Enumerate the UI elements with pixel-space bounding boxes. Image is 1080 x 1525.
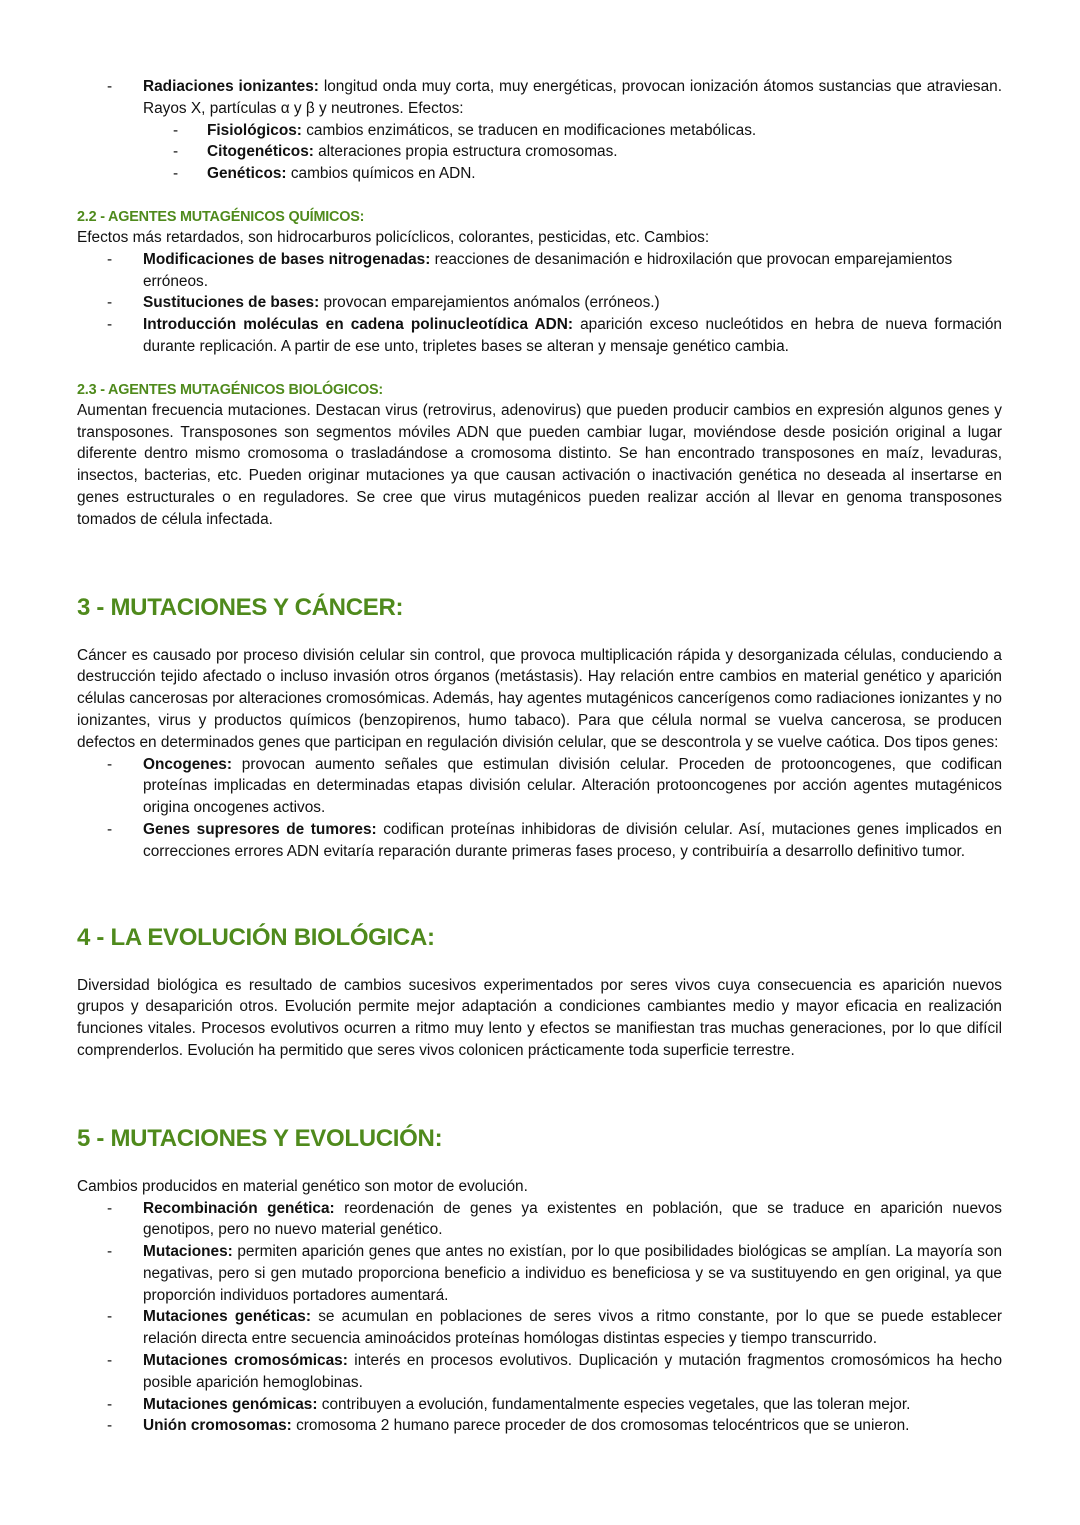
item-text: reordenación de genes ya existentes en población, que se traduce en aparición nuevos genotipos, pero no nuevo material genético. — [143, 1199, 1002, 1239]
section-intro: Cambios producidos en material genético son motor de evolución. — [77, 1177, 528, 1195]
item-text: reacciones de desanimación e hidroxilación que provocan emparejamientos erróneos. — [143, 250, 953, 290]
radiation-list — [107, 76, 1002, 185]
term: Unión cromosomas: — [143, 1417, 292, 1435]
list-dash: - — [107, 250, 113, 268]
list-item — [107, 292, 1002, 314]
list-dash: - — [173, 165, 179, 183]
cancer-gene-list — [107, 754, 1002, 863]
document-page — [77, 76, 1002, 1437]
list-dash: - — [107, 1243, 113, 1261]
list-item — [173, 163, 1002, 185]
list-item — [173, 120, 1002, 142]
list-dash: - — [107, 1395, 113, 1413]
section-body: Aumentan frecuencia mutaciones. Destacan virus (retrovirus, adenovirus) que pueden producir cambios en expresión algunos genes y transposones. Transposones son segmentos móviles ADN que pueden cambiar lugar, moviéndose desde posición original a lugar diferente dentro mismo cromosoma o trasladándose a cromosoma distinto. Se han encontrado transposones en maíz, levaduras, insectos, bacterias, etc. Pueden originar mutaciones ya que causan activación o inactivación genética no deseada al insertarse en genes estructurales o en reguladores. Se cree que virus mutagénicos pueden realizar acción al llevar en genoma transposones tomados de célula infectada. — [77, 401, 1002, 528]
item-text: alteraciones propia estructura cromosomas. — [313, 143, 618, 161]
item-text: cromosoma 2 humano parece proceder de dos cromosomas telocéntricos que se unieron. — [291, 1417, 910, 1435]
term: Fisiológicos: — [207, 121, 302, 139]
item-text: provocan aumento señales que estimulan división celular. Proceden de protooncogenes, que codifican proteínas implicadas en determinadas etapas división celular. Alteración protooncogenes por acción agentes mutagénicos origina oncogenes activos. — [143, 755, 1002, 817]
list-dash: - — [107, 755, 113, 773]
list-dash: - — [107, 1199, 113, 1217]
section-heading-3: 3 - MUTACIONES Y CÁNCER: — [77, 593, 404, 621]
list-dash: - — [107, 820, 113, 838]
section-intro: Efectos más retardados, son hidrocarburos policíclicos, colorantes, pesticidas, etc. Cambios: — [77, 228, 710, 246]
evolution-list — [107, 1198, 1002, 1438]
term: Sustituciones de bases: — [143, 294, 320, 312]
list-dash: - — [107, 294, 113, 312]
item-text: interés en procesos evolutivos. Duplicación y mutación fragmentos cromosómicos ha hecho posible aparición hemoglobinas. — [143, 1352, 1003, 1391]
list-item — [107, 249, 1002, 293]
item-text: provocan emparejamientos anómalos (erróneos.) — [319, 294, 660, 312]
term: Citogenéticos: — [207, 143, 314, 161]
item-text: se acumulan en poblaciones de seres vivos a ritmo constante, por lo que se puede establecer relación directa entre secuencia aminoácidos proteínas homólogas distintas especies y tiempo transcurrido. — [143, 1308, 1002, 1348]
term: Radiaciones ionizantes: — [143, 78, 319, 95]
item-text: contribuyen a evolución, fundamentalmente especies vegetales, que las toleran mejor. — [317, 1395, 911, 1413]
item-text: codifican proteínas inhibidoras de división celular. Así, mutaciones genes implicados en correcciones errores ADN evitaría reparación durante primeras fases proceso, y contribuiría a desarrollo definitivo tumor. — [143, 820, 1002, 860]
section-body: Cáncer es causado por proceso división celular sin control, que provoca multiplicación rápida y desorganizada células, conduciendo a destrucción tejido afectado o incluso invasión otros órganos (metástasis). Hay relación entre cambios en material genético y aparición células cancerosas por alteraciones cromosómicas. Además, hay agentes mutagénicos cancerígenos como radiaciones ionizantes y no ionizantes, virus y productos químicos (benzopirenos, humo tabaco). Para que célula normal se vuelva cancerosa, se producen defectos en determinados genes que participan en regulación división celular, que se descontrola y se vuelve caótica. Dos tipos genes: — [77, 646, 1002, 751]
term: Introducción moléculas en cadena polinucleotídica ADN: — [143, 316, 574, 334]
list-item — [107, 819, 1002, 863]
effects-list — [173, 120, 1002, 185]
list-item — [173, 141, 1002, 163]
term: Mutaciones genómicas: — [143, 1395, 318, 1413]
term: Genéticos: — [207, 165, 287, 183]
chemical-list — [107, 249, 1002, 358]
section-heading-2-2: 2.2 - AGENTES MUTAGÉNICOS QUÍMICOS: — [77, 208, 365, 225]
section-heading-2-3: 2.3 - AGENTES MUTAGÉNICOS BIOLÓGICOS: — [77, 381, 384, 398]
item-text: cambios enzimáticos, se traducen en modificaciones metabólicas. — [301, 121, 757, 139]
term: Mutaciones: — [143, 1243, 233, 1261]
list-item — [107, 1198, 1002, 1242]
item-text: cambios químicos en ADN. — [286, 165, 476, 183]
item-text: permiten aparición genes que antes no existían, por lo que posibilidades biológicas se amplían. La mayoría son negativas, pero si gen mutado proporciona beneficio a individuo es beneficiosa y se va sustituyendo en gen original, ya que proporción individuos portadores aumentará. — [143, 1243, 1002, 1304]
list-item — [107, 1415, 1002, 1437]
list-dash: - — [173, 143, 179, 161]
list-item — [107, 1306, 1002, 1350]
list-item — [107, 1350, 1002, 1394]
list-item — [107, 754, 1002, 819]
term: Oncogenes: — [143, 755, 232, 773]
term: Modificaciones de bases nitrogenadas: — [143, 250, 431, 268]
list-dash: - — [107, 1352, 113, 1370]
list-item — [107, 1394, 1002, 1416]
list-dash: - — [107, 316, 113, 334]
term: Mutaciones cromosómicas: — [143, 1352, 348, 1370]
section-body: Diversidad biológica es resultado de cambios sucesivos experimentados por seres vivos cuya consecuencia es aparición nuevos grupos y desaparición otros. Evolución permite mejor adaptación a condiciones cambiantes medio y mayor eficacia en realización funciones vitales. Procesos evolutivos ocurren a ritmo muy lento y efectos se manifiestan tras muchas generaciones, por lo que difícil comprenderlos. Evolución ha permitido que seres vivos colonicen prácticamente toda superficie terrestre. — [77, 976, 1002, 1059]
section-heading-5: 5 - MUTACIONES Y EVOLUCIÓN: — [77, 1124, 443, 1152]
item-text: aparición exceso nucleótidos en hebra de nueva formación durante replicación. A partir de ese unto, tripletes bases se alteran y mensaje genético cambia. — [143, 316, 1002, 355]
term: Mutaciones genéticas: — [143, 1308, 311, 1326]
list-dash: - — [107, 78, 113, 95]
list-item — [107, 76, 1002, 120]
term: Recombinación genética: — [143, 1199, 335, 1217]
term: Genes supresores de tumores: — [143, 820, 377, 838]
list-item — [107, 1241, 1002, 1306]
list-dash: - — [107, 1417, 113, 1435]
section-heading-4: 4 - LA EVOLUCIÓN BIOLÓGICA: — [77, 923, 435, 951]
item-text: longitud onda muy corta, muy energéticas, provocan ionización átomos sustancias que atraviesan. Rayos X, partículas α y β y neutrones. Efectos: — [143, 78, 1003, 117]
list-dash: - — [107, 1308, 113, 1326]
list-dash: - — [173, 121, 179, 139]
list-item — [107, 314, 1002, 358]
